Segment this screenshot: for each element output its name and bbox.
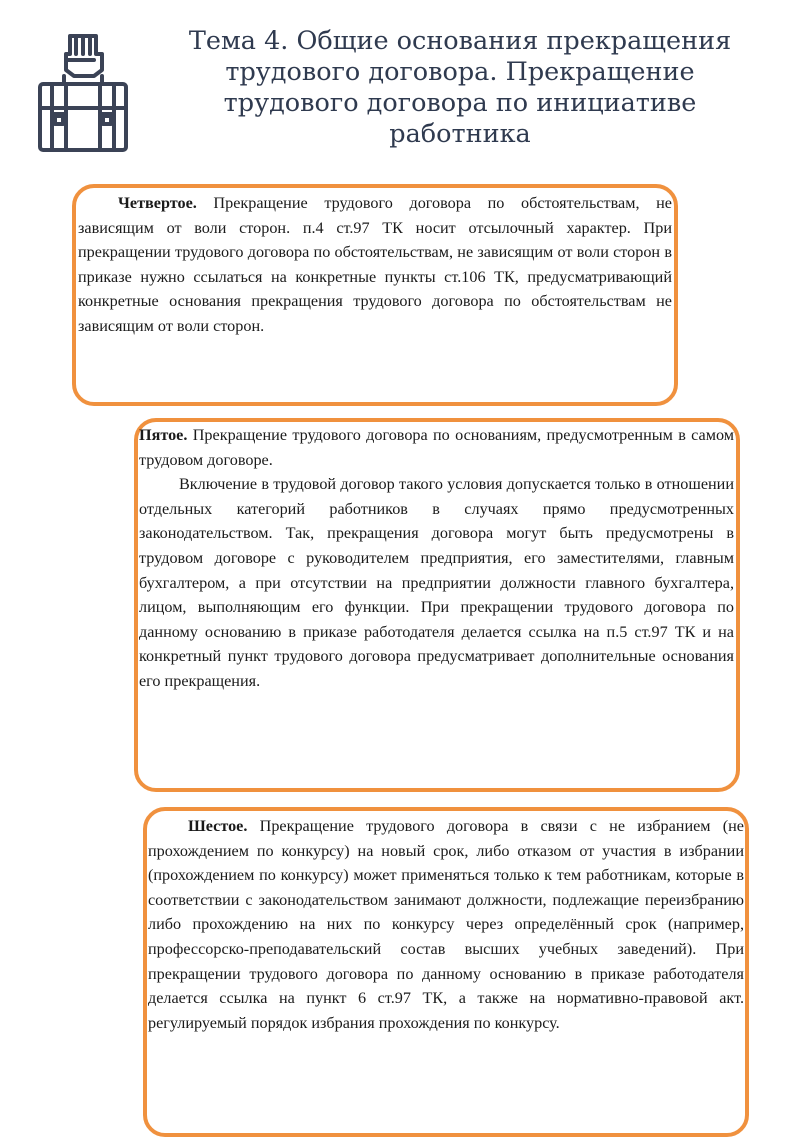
section-sixth bbox=[148, 814, 744, 1035]
title-line: трудового договора по инициативе bbox=[223, 88, 697, 118]
page-title bbox=[160, 26, 760, 150]
section-sixth-lead: Шестое. bbox=[188, 817, 248, 835]
briefcase-hand-icon bbox=[36, 30, 130, 154]
title-line: трудового договора. Прекращение bbox=[225, 57, 695, 87]
section-fifth bbox=[139, 423, 734, 694]
section-fifth-heading bbox=[139, 423, 734, 472]
title-line: работника bbox=[389, 119, 531, 149]
section-fourth-text: Прекращение трудового договора по обстоятельствам, не зависящим от воли сторон. п.4 ст.97 ТК носит отсылочный характер. При прекращении трудового договора по обстоятельствам, не зависящим от воли сторон в приказе нужно ссылаться на конкретные пункты ст.106 ТК, предусматривающий конкретные основания прекращения трудового договора по обстоятельствам не зависящим от воли сторон. bbox=[78, 194, 672, 335]
section-fifth-paragraph: Включение в трудовой договор такого условия допускается только в отношении отдельных категорий работников в случаях прямо предусмотренных законодательством. Так, прекращения договора могут быть предусмотрены в трудовом договоре с руководителем предприятия, его заместителями, главным бухгалтером, а при отсутствии на предприятии должности главного бухгалтера, лицом, выполняющим его функции. При прекращении трудового договора по данному основанию в приказе работодателя делается ссылка на п.5 ст.97 ТК и на конкретный пункт трудового договора предусматривает дополнительные основания его прекращения. bbox=[139, 475, 734, 690]
section-fourth bbox=[78, 191, 672, 339]
section-sixth-text: Прекращение трудового договора в связи с не избранием (не прохождением по конкурсу) на новый срок, либо отказом от участия в избрании (прохождением по конкурсу) может применяться только к тем работникам, которые в соответствии с законодательством занимают должности, подлежащие переизбранию либо прохождению на них по конкурсу через определённый срок (например, профессорско-преподавательский состав высших учебных заведений). При прекращении трудового договора по данному основанию в приказе работодателя делается ссылка на пункт 6 ст.97 ТК, а также на нормативно-правовой акт. регулируемый порядок избрания прохождения по конкурсу. bbox=[148, 817, 744, 1032]
section-fourth-paragraph bbox=[78, 191, 672, 339]
section-fifth-text: Прекращение трудового договора по основаниям, предусмотренным в самом трудовом договоре. bbox=[139, 426, 734, 469]
section-fifth-lead: Пятое. bbox=[139, 426, 188, 444]
section-sixth-paragraph bbox=[148, 814, 744, 1035]
title-line: Тема 4. Общие основания прекращения bbox=[188, 26, 732, 56]
section-fourth-lead: Четвертое. bbox=[118, 194, 197, 212]
